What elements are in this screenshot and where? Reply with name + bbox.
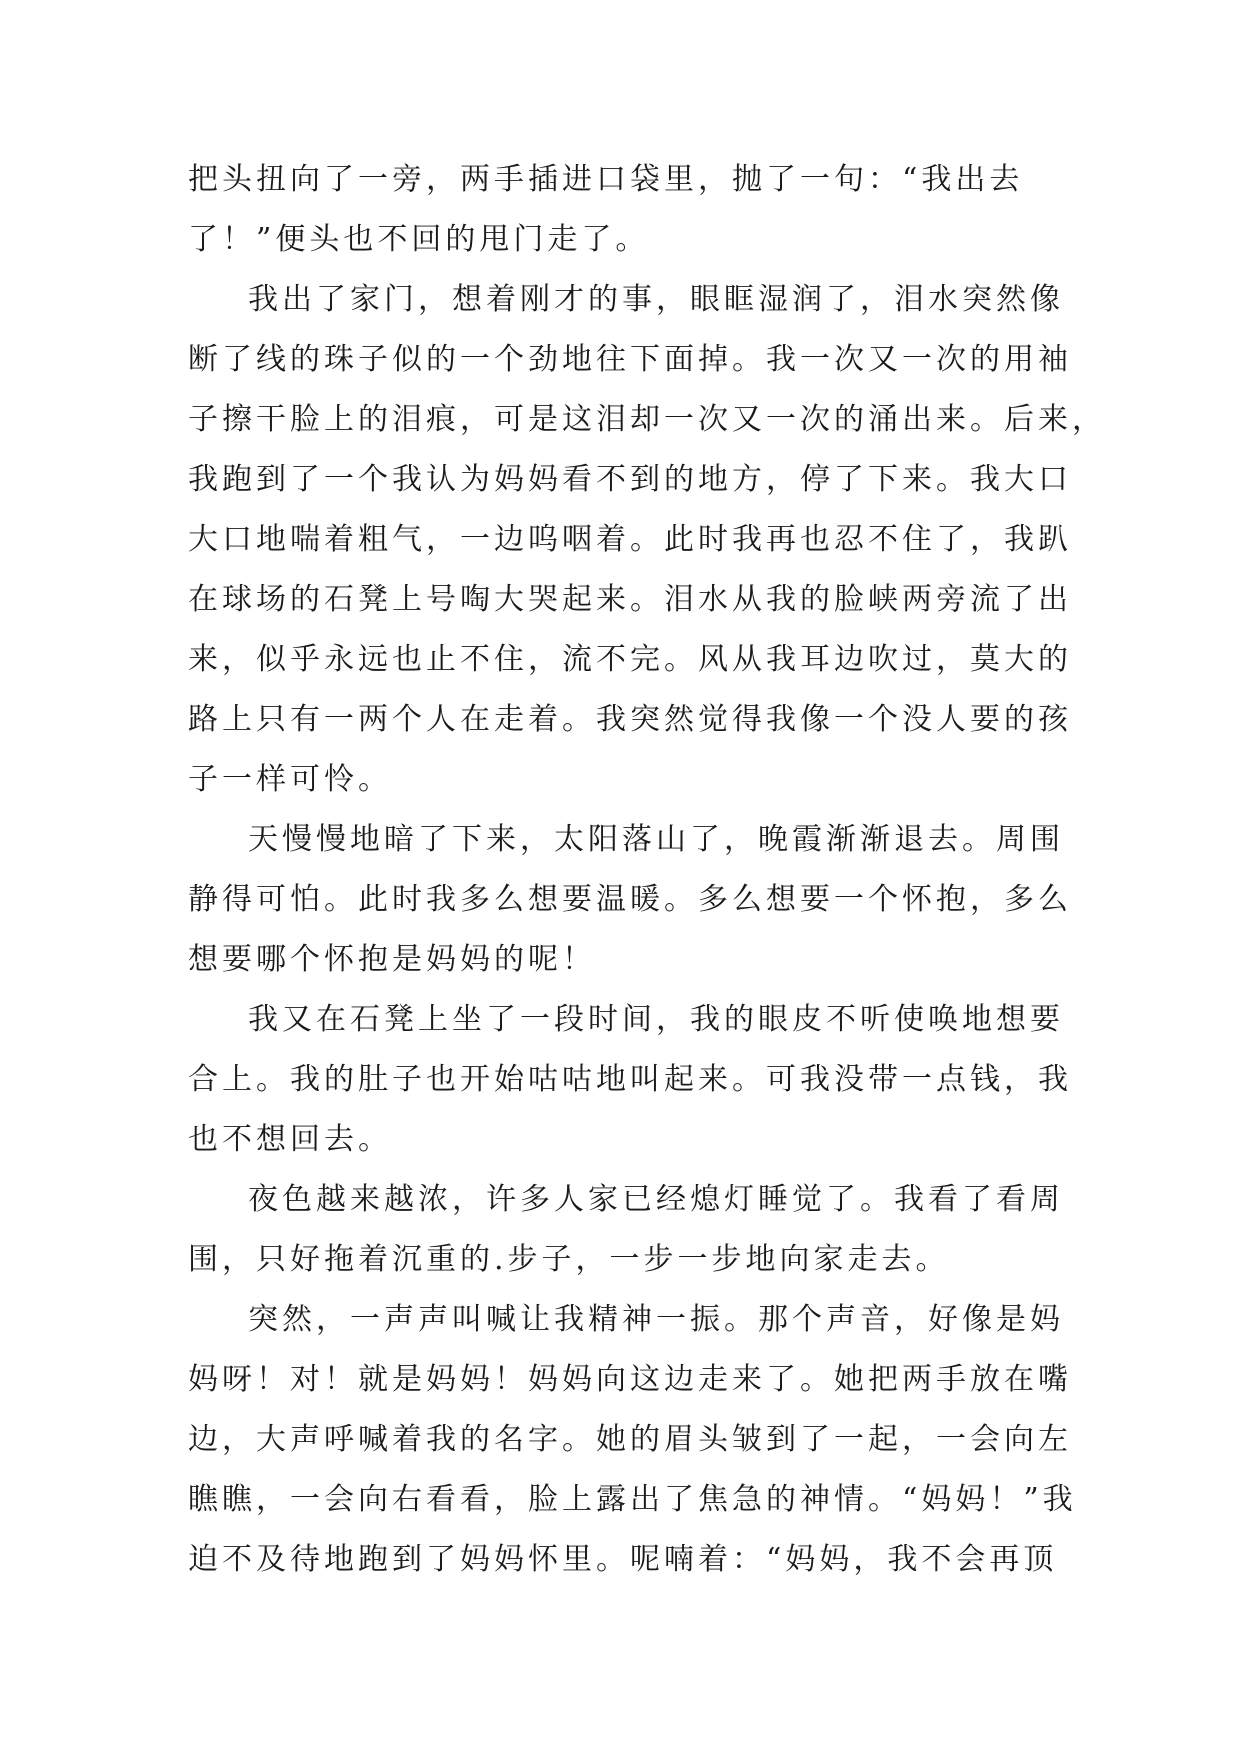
text-line: 合上。我的肚子也开始咕咕地叫起来。可我没带一点钱，我 [188, 1062, 1072, 1097]
body-text [188, 150, 1106, 1590]
text-line: 子一样可怜。 [188, 762, 392, 797]
text-line: 妈呀！对！就是妈妈！妈妈向这边走来了。她把两手放在嘴 [188, 1362, 1072, 1397]
text-line: 路上只有一两个人在走着。我突然觉得我像一个没人要的孩 [188, 702, 1072, 737]
text-line: 边，大声呼喊着我的名字。她的眉头皱到了一起，一会向左 [188, 1422, 1072, 1457]
text-line: 突然，一声声叫喊让我精神一振。那个声音，好像是妈 [248, 1302, 1064, 1337]
text-line: 来，似乎永远也止不住，流不完。风从我耳边吹过，莫大的 [188, 642, 1072, 677]
text-line: 我跑到了一个我认为妈妈看不到的地方，停了下来。我大口 [188, 462, 1072, 497]
text-line: 我出了家门，想着刚才的事，眼眶湿润了，泪水突然像 [248, 282, 1064, 317]
text-line: 想要哪个怀抱是妈妈的呢！ [188, 942, 596, 977]
text-line: 瞧瞧，一会向右看看，脸上露出了焦急的神情。“妈妈！”我 [188, 1482, 1077, 1517]
text-line: 夜色越来越浓，许多人家已经熄灯睡觉了。我看了看周 [248, 1182, 1064, 1217]
text-line: 断了线的珠子似的一个劲地往下面掉。我一次又一次的用袖 [188, 342, 1072, 377]
text-line: 把头扭向了一旁，两手插进口袋里，抛了一句：“我出去 [188, 162, 1024, 197]
text-line: 围，只好拖着沉重的.步子，一步一步地向家走去。 [188, 1242, 950, 1277]
text-line: 大口地喘着粗气，一边呜咽着。此时我再也忍不住了，我趴 [188, 522, 1072, 557]
text-line: 天慢慢地暗了下来，太阳落山了，晚霞渐渐退去。周围 [248, 822, 1064, 857]
text-line: 迫不及待地跑到了妈妈怀里。呢喃着：“妈妈，我不会再顶 [188, 1542, 1058, 1577]
text-line: 子擦干脸上的泪痕，可是这泪却一次又一次的涌出来。后来， [188, 402, 1106, 437]
text-line: 在球场的石凳上号啕大哭起来。泪水从我的脸峡两旁流了出 [188, 582, 1072, 617]
text-line: 静得可怕。此时我多么想要温暖。多么想要一个怀抱，多么 [188, 882, 1072, 917]
text-line: 了！”便头也不回的甩门走了。 [188, 222, 650, 257]
text-line: 我又在石凳上坐了一段时间，我的眼皮不听使唤地想要 [248, 1002, 1064, 1037]
text-line: 也不想回去。 [188, 1122, 392, 1157]
